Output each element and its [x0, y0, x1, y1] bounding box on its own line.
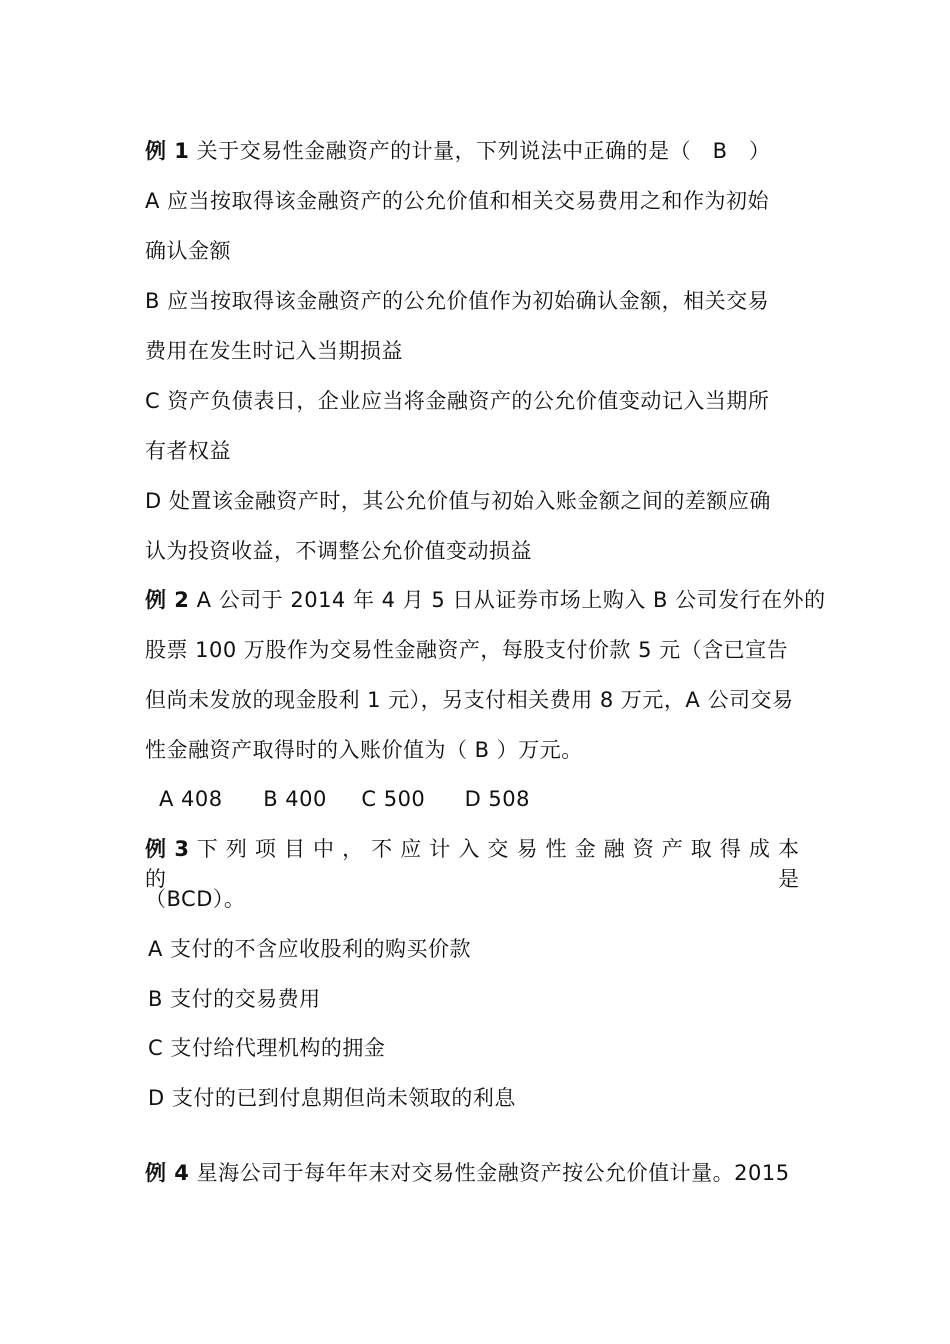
ex2-option-d: D 508: [464, 787, 530, 811]
ex2-option-a: A 408: [159, 787, 223, 811]
ex1-option-c-line2: 有者权益: [145, 439, 231, 463]
ex1-option-a-line1: A 应当按取得该金融资产的公允价值和相关交易费用之和作为初始: [145, 189, 770, 213]
ex2-question-line1: [145, 585, 826, 615]
ex1-question-text: 关于交易性金融资产的计量，下列说法中正确的是（ B ）: [196, 139, 771, 163]
ex2-question-line3: 但尚未发放的现金股利 1 元），另支付相关费用 8 万元，A 公司交易: [145, 688, 794, 712]
ex2-label: 例 2: [145, 588, 190, 612]
ex1-label: 例 1: [145, 139, 190, 163]
ex4-text-line1: 星海公司于每年年末对交易性金融资产按公允价值计量。2015: [196, 1161, 790, 1185]
ex2-text-line1: A 公司于 2014 年 4 月 5 日从证券市场上购入 B 公司发行在外的: [196, 588, 826, 612]
ex2-question-line4: 性金融资产取得时的入账价值为（ B ）万元。: [145, 738, 583, 762]
ex2-option-c: C 500: [361, 787, 426, 811]
ex1-question: [145, 136, 807, 166]
ex1-option-d-line1: D 处置该金融资产时，其公允价值与初始入账金额之间的差额应确: [145, 489, 771, 513]
ex3-label: 例 3: [145, 837, 190, 861]
ex4-label: 例 4: [145, 1161, 190, 1185]
ex3-option-d: D 支付的已到付息期但尚未领取的利息: [148, 1086, 516, 1110]
ex1-option-b-line1: B 应当按取得该金融资产的公允价值作为初始确认金额，相关交易: [145, 289, 770, 313]
ex1-option-d-line2: 认为投资收益，不调整公允价值变动损益: [145, 539, 532, 563]
ex3-text-line1: 下列项目中，不应计入交易性金融资产取得成本的是: [145, 837, 807, 891]
ex3-option-a: A 支付的不含应收股利的购买价款: [148, 937, 472, 961]
ex3-question-line2: （BCD）。: [145, 887, 246, 911]
ex4-question-line1: [145, 1158, 807, 1188]
ex2-option-b: B 400: [263, 787, 327, 811]
ex2-options: [159, 784, 821, 814]
ex3-option-b: B 支付的交易费用: [148, 987, 321, 1011]
ex1-option-b-line2: 费用在发生时记入当期损益: [145, 339, 403, 363]
ex1-option-a-line2: 确认金额: [145, 239, 231, 263]
ex3-option-c: C 支付给代理机构的拥金: [148, 1036, 386, 1060]
ex1-option-c-line1: C 资产负债表日，企业应当将金融资产的公允价值变动记入当期所: [145, 389, 770, 413]
ex2-question-line2: 股票 100 万股作为交易性金融资产，每股支付价款 5 元（含已宣告: [145, 638, 789, 662]
